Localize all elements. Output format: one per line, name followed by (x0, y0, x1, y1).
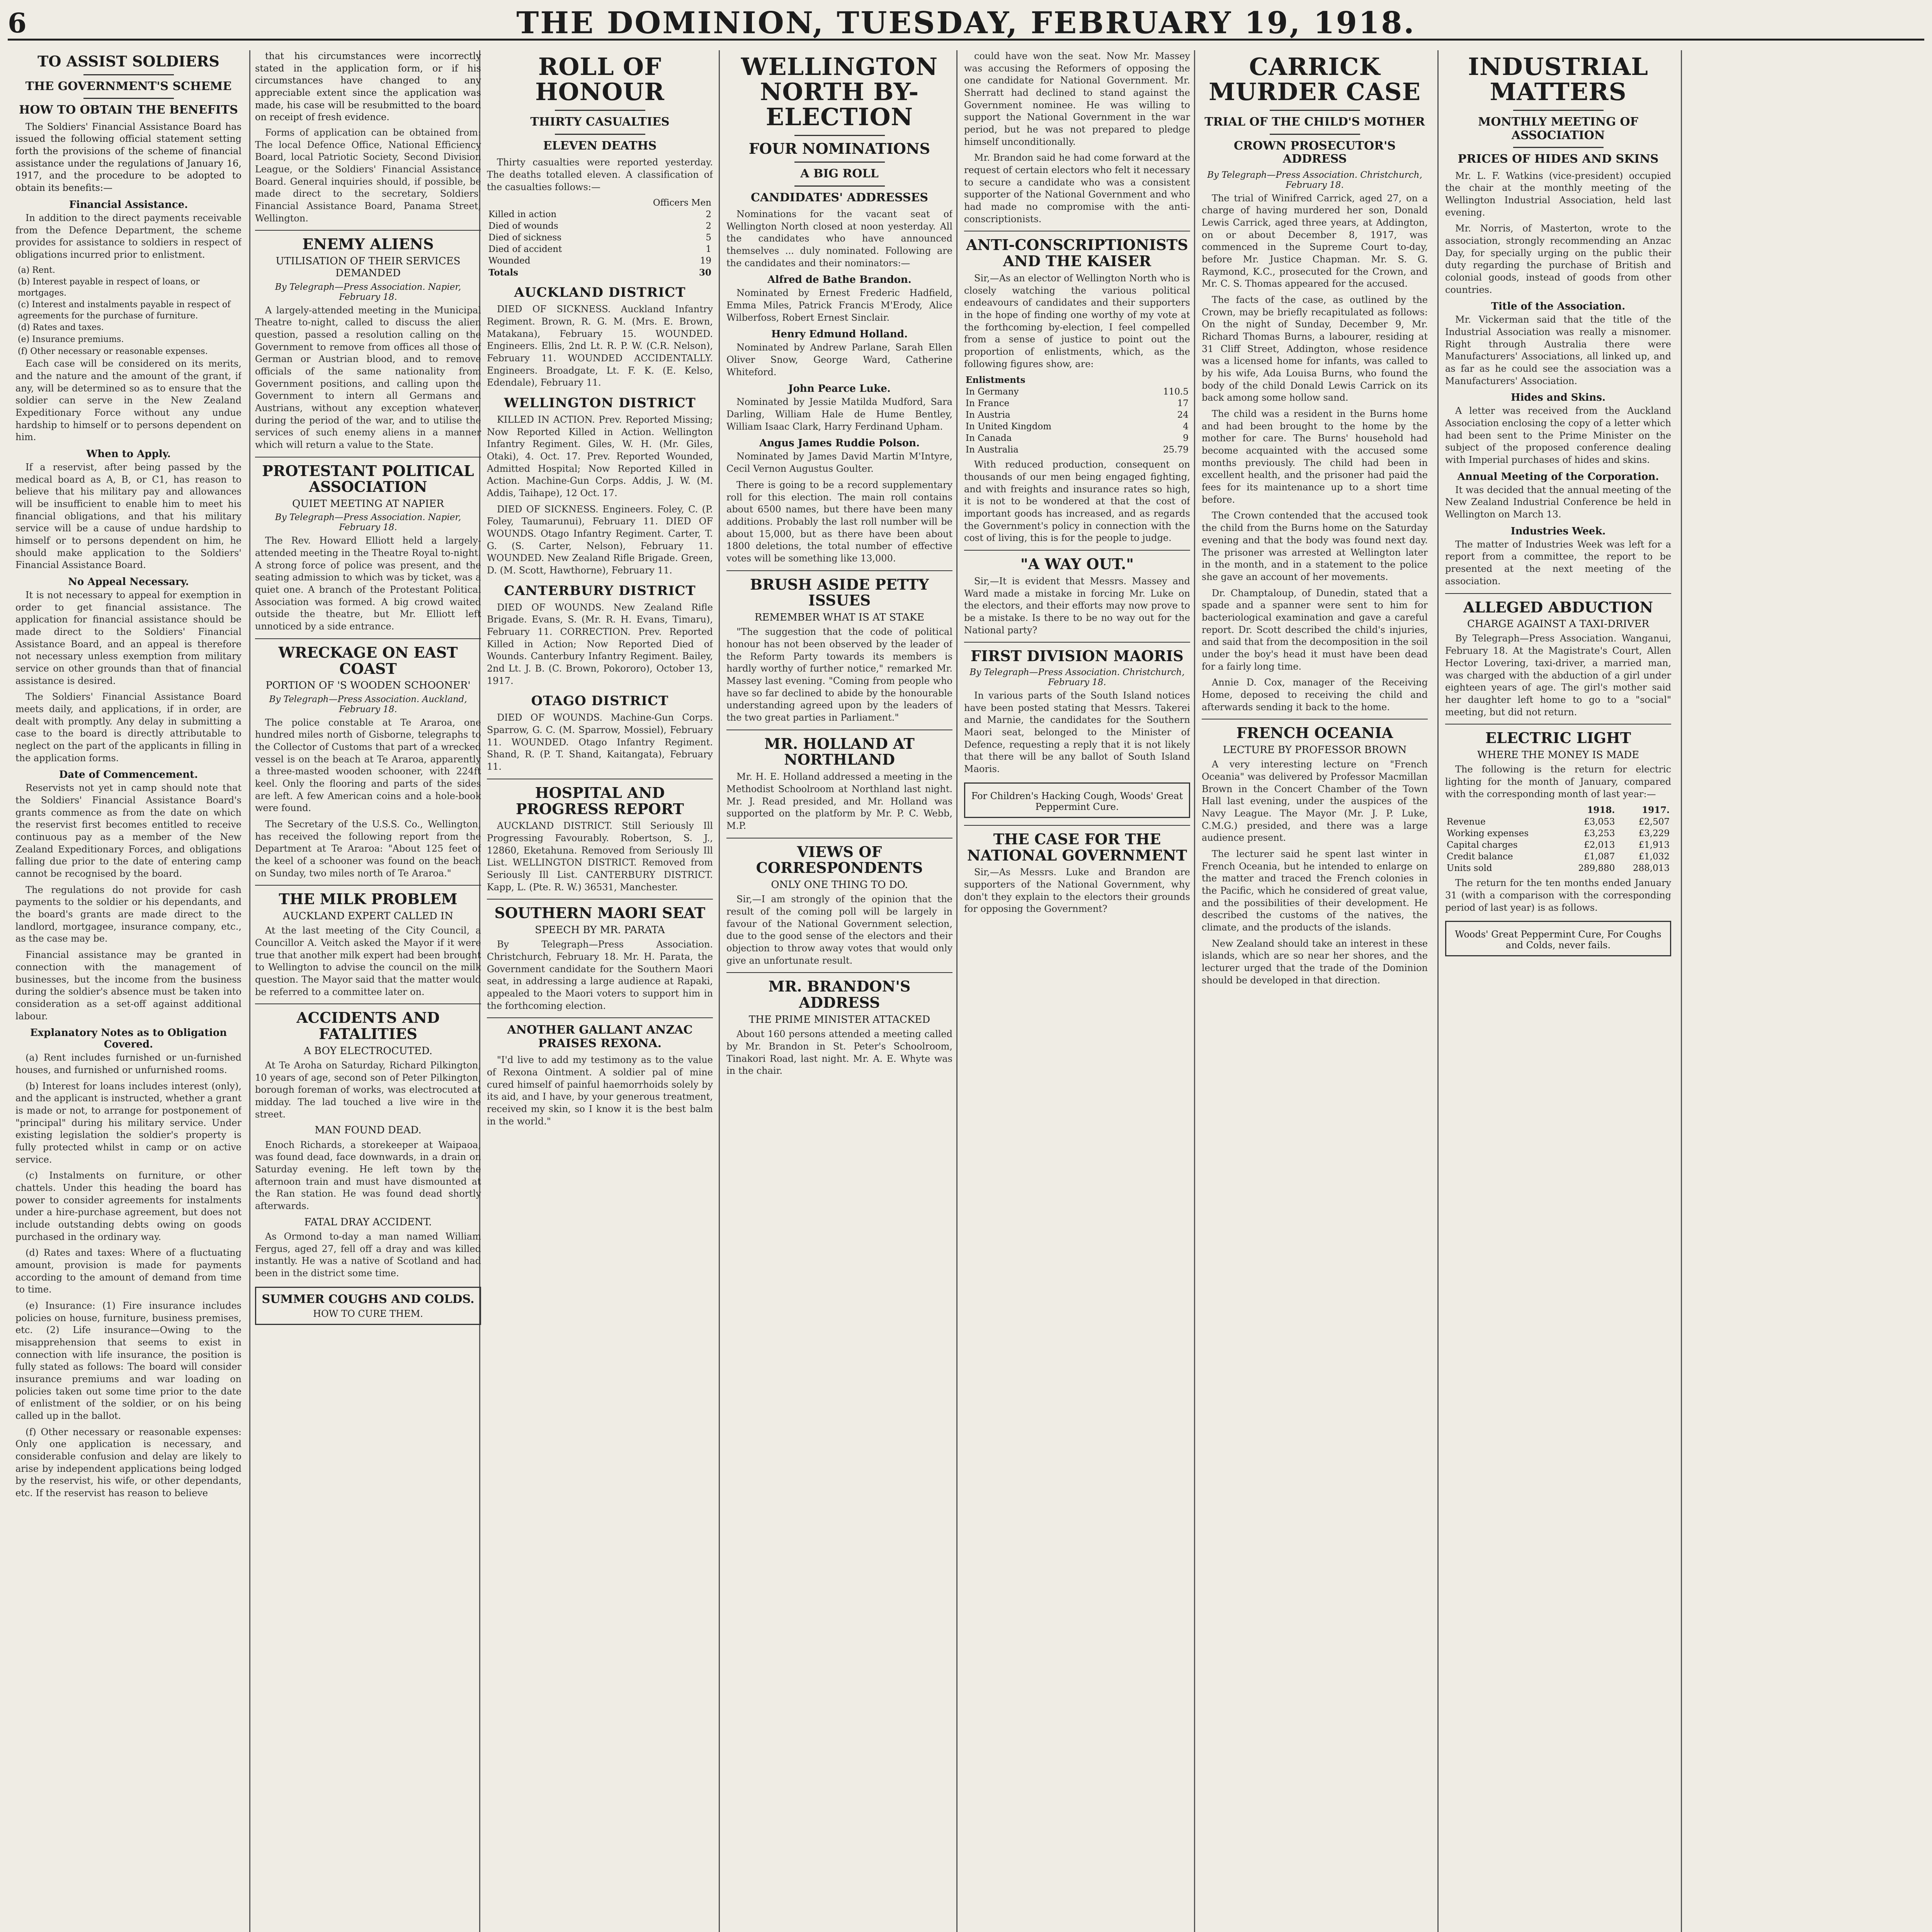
column-rule (956, 50, 957, 1932)
table-row: Revenue £3,053 £2,507 (1447, 817, 1670, 827)
article-body: The lecturer said he spent last winter in French Oceania, but he intended to enlarge on the matter and traced the French colonies in the Pacific, which he considered of great value, and the possibilities of their development. He described the customs of the natives, the climate, and the products of the islands. (1202, 848, 1428, 933)
subheadline: ELEVEN DEATHS (543, 139, 657, 153)
headline: "A WAY OUT." (1020, 555, 1134, 573)
article-body: Each case will be considered on its merits, and the nature and the amount of the grant, if any, will be determined so as to ensure that the soldier can serve in the New Zealand Expeditionary Force without any undue hardship to himself or to persons dependent on him. (15, 358, 242, 443)
column-rule (1681, 50, 1682, 1932)
section-heading: Explanatory Notes as to Obligation Covered. (30, 1027, 227, 1051)
subheadline: THE GOVERNMENT'S SCHEME (25, 79, 232, 93)
article-body: The Rev. Howard Elliott held a largely-attended meeting in the Theatre Royal to-night. A strong force of police was present, and the seating admission to which was by ticket, was a quiet one. A branch of the Protestant Political Association was formed. A big crowd waited outside the theatre, but Mr. Elliott left unnoticed by a side entrance. (255, 535, 481, 632)
headline: ALLEGED ABDUCTION (1463, 598, 1653, 616)
advertisement: For Children's Hacking Cough, Woods' Great Peppermint Cure. (964, 782, 1190, 818)
article-body: Financial assistance may be granted in connection with the management of businesses, but the income from the business during the soldier's absence must be taken into consideration as a set-off against additional labour. (15, 949, 242, 1022)
article-body: Mr. Vickerman said that the title of the Industrial Association was really a misnomer. Right through Australia there were Manufacturers' Associations, all linked up, and as far as he could see the association was a Manufacturers' Association. (1445, 314, 1671, 386)
article-body: DIED OF WOUNDS. New Zealand Rifle Brigade. Evans, S. (Mr. R. H. Evans, Timaru), February 11. CORRECTION. Prev. Reported Killed in Action; Now Reported Died of Wounds. Canterbury Infantry Regiment. Bailey, 2nd Lt. J. B. (C. Brown, Pokororo), October 13, 1917. (487, 602, 713, 686)
subheadline: A BIG ROLL (800, 167, 879, 181)
table-row: Died of sickness 5 (488, 233, 711, 243)
article-body: It is not necessary to appeal for exemption in order to get financial assistance. The application for financial assistance should be made direct to the Soldiers' Financial Assistance Board, and an appeal is therefore not necessary unless exemption from military service on other grounds than that of financial assistance is desired. (15, 590, 242, 686)
article-body: DIED OF SICKNESS. Auckland Infantry Regiment. Brown, R. G. M. (Mrs. E. Brown, Matakana), February 15. WOUNDED. Engineers. Ellis, 2nd Lt. R. P. W. (C.R. Nelson), February 11. WOUNDED ACCIDENTALLY. Engineers. Broadgate, Lt. F. K. (E. Kelso, Edendale), February 11. (487, 304, 713, 388)
column-5 (964, 50, 1190, 1932)
article-body: By Telegraph—Press Association. Wanganui, February 18. At the Magistrate's Court, Allen Hector Lovering, taxi-driver, a married man, was charged with the abduction of a girl under eighteen years of age. The girl's mother said her daughter left home to go to a "social" meeting, but did not return. (1445, 633, 1671, 718)
headline: VIEWS OF CORRESPONDENTS (756, 843, 923, 877)
column-4 (726, 50, 952, 1932)
subheadline: WHERE THE MONEY IS MADE (1477, 749, 1639, 761)
subheadline: REMEMBER WHAT IS AT STAKE (754, 612, 925, 624)
headline: FRENCH OCEANIA (1236, 724, 1393, 742)
list-item: (d) Rates and taxes. (18, 323, 104, 333)
headline: HOSPITAL AND PROGRESS REPORT (516, 784, 684, 818)
section-heading: Hides and Skins. (1510, 392, 1606, 404)
column-rule (1194, 50, 1195, 1932)
subheadline: UTILISATION OF THEIR SERVICES DEMANDED (276, 255, 461, 279)
article-body: A very interesting lecture on "French Oceania" was delivered by Professor Macmillan Brown in the Concert Chamber of the Town Hall last evening, under the auspices of the Navy League. The Mayor (Mr. J. P. Luke, C.M.G.) presided, and there was a large audience present. (1202, 759, 1428, 844)
subheadline: SPEECH BY MR. PARATA (535, 924, 665, 936)
advertisement: Woods' Great Peppermint Cure, For Coughs and Colds, never fails. (1445, 921, 1671, 956)
article-body: The Crown contended that the accused took the child from the Burns home on the Saturday evening and that the body was found next day. The prisoner was arrested at Wellington later in the month, and in a statement to the police she gave an account of her movements. (1202, 510, 1428, 582)
column-rule (1437, 50, 1439, 1932)
section-heading: When to Apply. (86, 448, 171, 460)
article-body: (f) Other necessary or reasonable expenses: Only one application is necessary, and considerable confusion and delay are likely to arise by independent applications being lodged by the reservist, his wife, or other dependants, etc. If the reservist has reason to believe (15, 1426, 242, 1499)
subheadline: HOW TO OBTAIN THE BENEFITS (19, 103, 238, 117)
table-row: In Canada 9 (966, 433, 1189, 444)
byline: By Telegraph—Press Association. Christchurch, February 18. (1207, 170, 1422, 190)
byline: By Telegraph—Press Association. Napier, February 18. (275, 282, 461, 302)
table-row: In Australia 25.79 (966, 445, 1189, 455)
subheadline: FOUR NOMINATIONS (748, 140, 930, 158)
article-body: Nominated by Ernest Frederic Hadfield, Emma Miles, Patrick Francis M'Erody, Alice Wilberfoss, Robert Ernest Sinclair. (726, 287, 952, 323)
article-body: Thirty casualties were reported yesterday. The deaths totalled eleven. A classification of the casualties follows:— (487, 157, 713, 192)
table-row: Killed in action 2 (488, 209, 711, 220)
subheadline: CROWN PROSECUTOR'S ADDRESS (1234, 139, 1396, 166)
article-body: There is going to be a record supplementary roll for this election. The main roll contains about 6500 names, but there have been many additions. Probably the last roll number will be about 15,000, but as there have been about 1800 deletions, the total number of effective votes will be something like 13,000. (726, 479, 952, 564)
section-heading: OTAGO DISTRICT (531, 693, 669, 709)
article-body: Nominated by James David Martin M'Intyre, Cecil Vernon Augustus Goulter. (726, 451, 952, 474)
article-body: "I'd live to add my testimony as to the value of Rexona Ointment. A soldier pal of mine cured himself of painful haemorrhoids solely by its aid, and I have, by your generous treatment, received my skin, so I know it is the best balm in the world." (487, 1054, 713, 1127)
table-row: Died of wounds 2 (488, 221, 711, 231)
page-number: 6 (8, 7, 27, 39)
article-body: Annie D. Cox, manager of the Receiving Home, deposed to receiving the child and afterwards sending it back to the home. (1202, 677, 1428, 713)
section-heading: WELLINGTON DISTRICT (504, 395, 696, 411)
subheadline: FATAL DRAY ACCIDENT. (304, 1216, 432, 1228)
electric-light-table: 1918. 1917. Revenue £3,053 £2,507 Working expenses £3,253 £3,229 Capital charges £2,013 £1,913 Credit balance £1,087 £1,032 Units sold 289,880 288,013 (1445, 804, 1671, 874)
article-body: The police constable at Te Araroa, one hundred miles north of Gisborne, telegraphs to the Collector of Customs that part of a wrecked vessel is on the beach at Te Araroa, apparently a three-masted wooden schooner, with 224ft keel. Only the flooring and parts of the sides are left. A few American coins and a hole-book were found. (255, 717, 481, 814)
table-row: Credit balance £1,087 £1,032 (1447, 852, 1670, 862)
table-row: In Austria 24 (966, 410, 1189, 420)
headline: WRECKAGE ON EAST COAST (278, 643, 458, 677)
table-row: In United Kingdom 4 (966, 422, 1189, 432)
section-heading: Title of the Association. (1491, 301, 1626, 313)
subheadline: CHARGE AGAINST A TAXI-DRIVER (1467, 618, 1650, 630)
table-row: Capital charges £2,013 £1,913 (1447, 840, 1670, 850)
article-body: KILLED IN ACTION. Prev. Reported Missing; Now Reported Killed in Action. Wellington Infantry Regiment. Giles, W. H. (Mr. Giles, Otaki), 4. Oct. 17. Prev. Reported Wounded, Admitted Hospital; Now Reported Killed in Action. Machine-Gun Corps. Addis, J. W. (M. Addis, Taihape), 12 Oct. 17. (487, 414, 713, 498)
article-body: If a reservist, after being passed by the medical board as A, B, or C1, has reason to believe that his military pay and allowances will be insufficient to enable him to meet his financial obligations, and that his military service will be a cause of undue hardship to himself or to persons dependent on him, he should make application to the Soldiers' Financial Assistance Board. (15, 461, 242, 571)
article-body: The matter of Industries Week was left for a report from a committee, the report to be presented at the next meeting of the association. (1445, 539, 1671, 587)
article-body: DIED OF SICKNESS. Engineers. Foley, C. (P. Foley, Taumarunui), February 11. DIED OF WOUNDS. Otago Infantry Regiment. Carter, T. G. (S. Carter, Nelson), February 11. WOUNDED. New Zealand Rifle Brigade. Green, D. (M. Scott, Hawthorne), February 11. (487, 503, 713, 576)
article-body: The regulations do not provide for cash payments to the soldier or his dependants, and the board's grants are made direct to the landlord, mortgagee, insurance company, etc., as the case may be. (15, 884, 242, 944)
headline: INDUSTRIAL MATTERS (1468, 53, 1648, 106)
section-heading: Industries Week. (1510, 525, 1606, 537)
section-heading: Date of Commencement. (59, 769, 198, 781)
article-body: (e) Insurance: (1) Fire insurance includes policies on house, furniture, business premises, etc. (2) Life insurance—Owing to the misapprehension that seems to exist in connection with life insurance, the position is fully stated as follows: The board will consider insurance premiums and war loading on policies taken out some time prior to the date of enlistment of the soldier, or on his being called up in the ballot. (15, 1300, 242, 1421)
section-heading: No Appeal Necessary. (68, 576, 189, 588)
column-3 (487, 50, 713, 1932)
subheadline: QUIET MEETING AT NAPIER (292, 498, 444, 510)
article-body: (a) Rent includes furnished or un-furnished houses, and furnished or unfurnished rooms. (15, 1052, 242, 1075)
subheadline: A BOY ELECTROCUTED. (303, 1045, 433, 1057)
table-row: In France 17 (966, 398, 1189, 409)
subheadline: CANDIDATES' ADDRESSES (750, 190, 929, 204)
section-heading: Annual Meeting of the Corporation. (1457, 471, 1659, 483)
article-body: "The suggestion that the code of political honour has not been observed by the leader of the Reform Party towards its members is hardly worthy of further notice," remarked Mr. Massey last evening. "Coming from people who have so far declined to abide by the honourable understanding agreed upon by the leaders of the two great parties in Parliament." (726, 626, 952, 723)
article-body: Sir,—I am strongly of the opinion that the result of the coming poll will be largely in favour of the National Government selection, due to the good sense of the electors and their objection to throw away votes that would only give an unfortunate result. (726, 894, 952, 966)
article-body: The Secretary of the U.S.S. Co., Wellington, has received the following report from the Department at Te Araroa: "About 125 feet of the keel of a schooner was found on the beach on Sunday, two miles north of Te Araroa." (255, 818, 481, 879)
column-rule (249, 50, 250, 1932)
byline: By Telegraph—Press Association. Auckland, February 18. (269, 694, 467, 714)
list-item: (b) Interest payable in respect of loans, or mortgages. (18, 277, 200, 298)
article-body: A letter was received from the Auckland Association enclosing the copy of a letter which had been sent to the Prime Minister on the subject of the proposed conference dealing with Imperial purchases of hides and skins. (1445, 405, 1671, 466)
article-body: Nominated by Jessie Matilda Mudford, Sara Darling, William Hale de Hume Bentley, William Isaac Clark, Harry Ferdinand Upham. (726, 396, 952, 432)
headline: ROLL OF HONOUR (535, 53, 665, 106)
article-body: With reduced production, consequent on thousands of our men being engaged fighting, and with freights and insurance rates so high, it is not to be wondered at that the cost of important goods has increased, and as regards the Government's policy in connection with the cost of living, this is for the people to judge. (964, 459, 1190, 544)
headline: CARRICK MURDER CASE (1209, 53, 1421, 106)
article-body: The following is the return for electric lighting for the month of January, compared with the corresponding month of last year:— (1445, 764, 1671, 799)
table-row: In Germany 110.5 (966, 387, 1189, 397)
headline: ENEMY ALIENS (302, 235, 434, 253)
article-body: About 160 persons attended a meeting called by Mr. Brandon in St. Peter's Schoolroom, Tinakori Road, last night. Mr. A. E. Whyte was in the chair. (726, 1029, 952, 1077)
column-1 (15, 50, 242, 1932)
subheadline: MAN FOUND DEAD. (315, 1124, 422, 1136)
subheadline: ONLY ONE THING TO DO. (771, 879, 908, 891)
advertisement: SUMMER COUGHS AND COLDS. HOW TO CURE THEM. (255, 1287, 481, 1325)
headline: THE MILK PROBLEM (279, 890, 457, 908)
subheadline: AUCKLAND EXPERT CALLED IN (283, 910, 453, 922)
article-body: A largely-attended meeting in the Municipal Theatre to-night, called to discuss the alien question, passed a resolution calling on the Government to remove from offices all those of German or Austrian blood, and to remove officials of the same nationality from Government positions, and calling upon the Government to intern all Germans and Austrians, without any exception whatever, during the period of the war, and to utilise the services of such enemy aliens in a manner which will return a value to the State. (255, 304, 481, 450)
article-body: In various parts of the South Island notices have been posted stating that Messrs. Takerei and Marnie, the candidates for the Southern Maori seat, belonged to the Minister of Defence, requesting a reply that it is not likely that there will be any ballot of South Island Maoris. (964, 690, 1190, 775)
byline: By Telegraph—Press Association. Napier, February 18. (275, 512, 461, 533)
headline: THE CASE FOR THE NATIONAL GOVERNMENT (967, 830, 1187, 864)
article-body: In addition to the direct payments receivable from the Defence Department, the scheme provides for assistance to soldiers in respect of obligations incurred prior to enlistment. (15, 212, 242, 260)
article-body: Sir,—As Messrs. Luke and Brandon are supporters of the National Government, why don't they explain to the electors their grounds for opposing the Government? (964, 867, 1190, 915)
candidate-name: Angus James Ruddie Polson. (759, 437, 920, 449)
candidate-name: Henry Edmund Holland. (771, 328, 908, 340)
article-body: could have won the seat. Now Mr. Massey was accusing the Reformers of opposing the one candidate for National Government. Mr. Sherratt had declined to stand against the Government nominee. He was willing to support the National Government in the war period, but he was not prepared to pledge himself unconditionally. (964, 51, 1190, 147)
headline: FIRST DIVISION MAORIS (971, 647, 1184, 665)
headline: PROTESTANT POLITICAL ASSOCIATION (262, 462, 474, 496)
headline: BRUSH ASIDE PETTY ISSUES (750, 575, 929, 609)
subheadline: THIRTY CASUALTIES (530, 115, 670, 129)
article-body: It was decided that the annual meeting of the New Zealand Industrial Conference be held in Wellington on March 13. (1445, 484, 1671, 520)
table-row: Units sold 289,880 288,013 (1447, 863, 1670, 874)
masthead (8, 4, 1924, 41)
article-body: Enoch Richards, a storekeeper at Waipaoa, was found dead, face downwards, in a drain on Saturday evening. He left town by the afternoon train and must have dismounted at the Ran station. He was found dead shortly afterwards. (255, 1139, 481, 1212)
headline: ACCIDENTS AND FATALITIES (296, 1009, 440, 1043)
article-body: Mr. Norris, of Masterton, wrote to the association, strongly recommending an Anzac Day, for specially urging on the public their duty regarding the purchase of British and colonial goods, instead of goods from other countries. (1445, 223, 1671, 295)
headline: SOUTHERN MAORI SEAT (494, 904, 706, 922)
headline: WELLINGTON NORTH BY-ELECTION (741, 53, 938, 131)
article-body: Forms of application can be obtained from: The local Defence Office, National Efficiency Board, local Patriotic Society, Second Division League, or the Soldiers' Financial Assistance Board. General inquiries should, if possible, be made direct to the secretary, Soldiers' Financial Assistance Board, Panama Street, Wellington. (255, 127, 481, 224)
candidate-name: John Pearce Luke. (788, 383, 891, 395)
list-item: (c) Interest and instalments payable in respect of agreements for the purchase of furniture. (18, 300, 231, 321)
headline: MR. BRANDON'S ADDRESS (768, 978, 911, 1012)
article-body: AUCKLAND DISTRICT. Still Seriously Ill Progressing Favourably. Robertson, S. J., 12860, Eketahuna. Removed from Seriously Ill List. WELLINGTON DISTRICT. Removed from Seriously Ill List. CANTERBURY DISTRICT. Kapp, L. (Pte. R. W.) 36531, Manchester. (487, 820, 713, 893)
article-body: The facts of the case, as outlined by the Crown, may be briefly recapitulated as follows: On the night of Sunday, December 9, Mr. Richard Thomas Burns, a labourer, residing at 31 Cliff Street, Addington, whose residence was a licensed home for infants, was called to by his wife, Ada Louisa Burns, who found the body of the child Donald Lewis Carrick on its back among some hollow sand. (1202, 294, 1428, 403)
masthead-title: THE DOMINION, TUESDAY, FEBRUARY 19, 1918. (516, 5, 1416, 41)
table-row: Wounded 19 (488, 256, 711, 266)
article-body: Mr. Brandon said he had come forward at the request of certain electors who felt it necessary to secure a candidate who was a consistent supporter of the National Government and who had made no compromise with the anti-conscriptionists. (964, 152, 1190, 224)
list-item: (f) Other necessary or reasonable expenses. (18, 346, 208, 356)
article-body: At Te Aroha on Saturday, Richard Pilkington, 10 years of age, second son of Peter Pilkington, borough foreman of works, was electrocuted at midday. The lad touched a live wire in the street. (255, 1060, 481, 1120)
table-row: Totals 30 (488, 267, 711, 278)
column-2 (255, 50, 481, 1932)
subheadline: PORTION OF 'S WOODEN SCHOONER' (265, 680, 471, 692)
article-body: Sir,—It is evident that Messrs. Massey and Ward made a mistake in forcing Mr. Luke on the electors, and their efforts may now prove to be a mistake. Is there to be no way out for the National party? (964, 575, 1190, 636)
enlistment-table: Enlistments In Germany 110.5 In France 17 In Austria 24 In United Kingdom 4 In Canada 9 In Australia 25.79 (964, 374, 1190, 456)
list-item: (e) Insurance premiums. (18, 335, 124, 345)
subheadline: LECTURE BY PROFESSOR BROWN (1223, 744, 1407, 756)
headline: TO ASSIST SOLDIERS (37, 53, 219, 70)
article-body: that his circumstances were incorrectly stated in the application form, or if his circumstances have changed to any appreciable extent since the application was made, his case will be resubmitted to the board on receipt of fresh evidence. (255, 51, 481, 123)
article-body: As Ormond to-day a man named William Fergus, aged 27, fell off a dray and was killed instantly. He was a native of Scotland and had been in the district some time. (255, 1231, 481, 1279)
article-body: The trial of Winifred Carrick, aged 27, on a charge of having murdered her son, Donald Lewis Carrick, aged three years, at Addington, on or about December 8, 1917, was commenced in the Supreme Court to-day, before Mr. Justice Chapman. Mr. S. G. Raymond, K.C., prosecuted for the Crown, and Mr. C. S. Thomas appeared for the accused. (1202, 192, 1428, 289)
subheadline: THE PRIME MINISTER ATTACKED (748, 1014, 930, 1026)
table-row: Working expenses £3,253 £3,229 (1447, 828, 1670, 839)
article-body: Nominated by Andrew Parlane, Sarah Ellen Oliver Snow, George Ward, Catherine Whiteford. (726, 342, 952, 378)
headline: ELECTRIC LIGHT (1485, 729, 1631, 747)
table-row: Died of accident 1 (488, 244, 711, 255)
article-body: New Zealand should take an interest in these islands, which are so near her shores, and the lecturer urged that the trade of the Dominion should be developed in that direction. (1202, 938, 1428, 986)
article-body: The child was a resident in the Burns home and had been brought to the home by the mother for care. The Burns' household had become acquainted with the accused some months previously. The child had been in excellent health, and the prisoner had paid the fees for its maintenance up to a short time before. (1202, 408, 1428, 505)
headline: MR. HOLLAND AT NORTHLAND (764, 735, 915, 769)
subheadline: MONTHLY MEETING OF ASSOCIATION (1478, 115, 1638, 142)
article-body: By Telegraph—Press Association. Christchurch, February 18. Mr. H. Parata, the Government candidate for the Southern Maori seat, in addressing a large audience at Rapaki, appealed to the Maori voters to support him in the forthcoming election. (487, 939, 713, 1011)
list-item: (a) Rent. (18, 265, 55, 275)
headline: ANOTHER GALLANT ANZAC PRAISES REXONA. (507, 1023, 693, 1050)
article-body: (d) Rates and taxes: Where of a fluctuating amount, provision is made for payments according to the amount of demand from time to time. (15, 1247, 242, 1295)
column-rule (719, 50, 720, 1932)
subheadline: TRIAL OF THE CHILD'S MOTHER (1204, 115, 1425, 129)
column-7 (1445, 50, 1671, 1932)
article-body: (c) Instalments on furniture, or other chattels. Under this heading the board has power to consider agreements for instalments under a hire-purchase agreement, but does not include outstanding debts owing on goods purchased in the ordinary way. (15, 1170, 242, 1242)
article-body: Nominations for the vacant seat of Wellington North closed at noon yesterday. All the candidates who have announced themselves ... duly nominated. Following are the candidates and their nominators:— (726, 209, 952, 269)
article-intro: The Soldiers' Financial Assistance Board has issued the following official statement setting forth the provisions of the scheme of financial assistance under the regulations of January 16, 1917, and the procedure to be adopted to obtain its benefits:— (15, 121, 242, 194)
section-heading: Financial Assistance. (69, 199, 188, 211)
section-heading: AUCKLAND DISTRICT (514, 285, 686, 301)
column-6 (1202, 50, 1428, 1932)
article-body: Mr. H. E. Holland addressed a meeting in the Methodist Schoolroom at Northland last night. Mr. J. Read presided, and Mr. Holland was supported on the platform by Mr. P. C. Webb, M.P. (726, 771, 952, 831)
candidate-name: Alfred de Bathe Brandon. (767, 274, 912, 286)
section-heading: CANTERBURY DISTRICT (504, 583, 696, 599)
article-body: Reservists not yet in camp should note that the Soldiers' Financial Assistance Board's grants commence as from the date on which the reservist first becomes entitled to receive continuous pay as a member of the New Zealand Expeditionary Forces, and obligations falling due prior to the date of entering camp cannot be recognised by the board. (15, 782, 242, 879)
article-body: Sir,—As an elector of Wellington North who is closely watching the various political endeavours of candidates and their supporters in the hope of finding one worthy of my vote at the forthcoming by-election, I feel compelled from a sense of justice to point out the proportion of enlistments, which, as the following figures show, are: (964, 273, 1190, 369)
article-body: Mr. L. F. Watkins (vice-president) occupied the chair at the monthly meeting of the Wellington Industrial Association, held last evening. (1445, 170, 1671, 218)
article-body: Dr. Champtaloup, of Dunedin, stated that a spade and a spanner were sent to him for bacteriological examination and gave a careful report. Dr. Scott described the child's injuries, and said that from the decomposition in the soil under the boy's head it must have been dead for a fairly long time. (1202, 587, 1428, 672)
headline: ANTI-CONSCRIPTIONISTS AND THE KAISER (966, 236, 1188, 270)
article-body: DIED OF WOUNDS. Machine-Gun Corps. Sparrow, G. C. (M. Sparrow, Mossiel), February 11. WOUNDED. Otago Infantry Regiment. Shand, R. (P. T. Shand, Kaitangata), February 11. (487, 712, 713, 772)
casualty-table: Officers Men Killed in action 2 Died of wounds 2 Died of sickness 5 Died of accident 1 Wounded 19 Totals 30 (487, 197, 713, 279)
article-body: At the last meeting of the City Council, a Councillor A. Veitch asked the Mayor if it were true that another milk expert had been brought to Wellington to advise the council on the milk question. The Mayor said that the matter would be referred to a committee later on. (255, 925, 481, 997)
article-body: The return for the ten months ended January 31 (with a comparison with the corresponding period of last year) is as follows. (1445, 878, 1671, 913)
subheadline: PRICES OF HIDES AND SKINS (1458, 152, 1659, 166)
byline: By Telegraph—Press Association. Christchurch, February 18. (969, 667, 1185, 688)
article-body: The Soldiers' Financial Assistance Board meets daily, and applications, if in order, are dealt with promptly. Any delay in submitting a case to the board is directly attributable to neglect on the part of the applicants in filling in the application forms. (15, 691, 242, 764)
article-body: (b) Interest for loans includes interest (only), and the applicant is instructed, whether a grant is made or not, to arrange for postponement of "principal" during his military service. Under existing legislation the soldier's property is fully protected whilst in camp or on active service. (15, 1080, 242, 1165)
